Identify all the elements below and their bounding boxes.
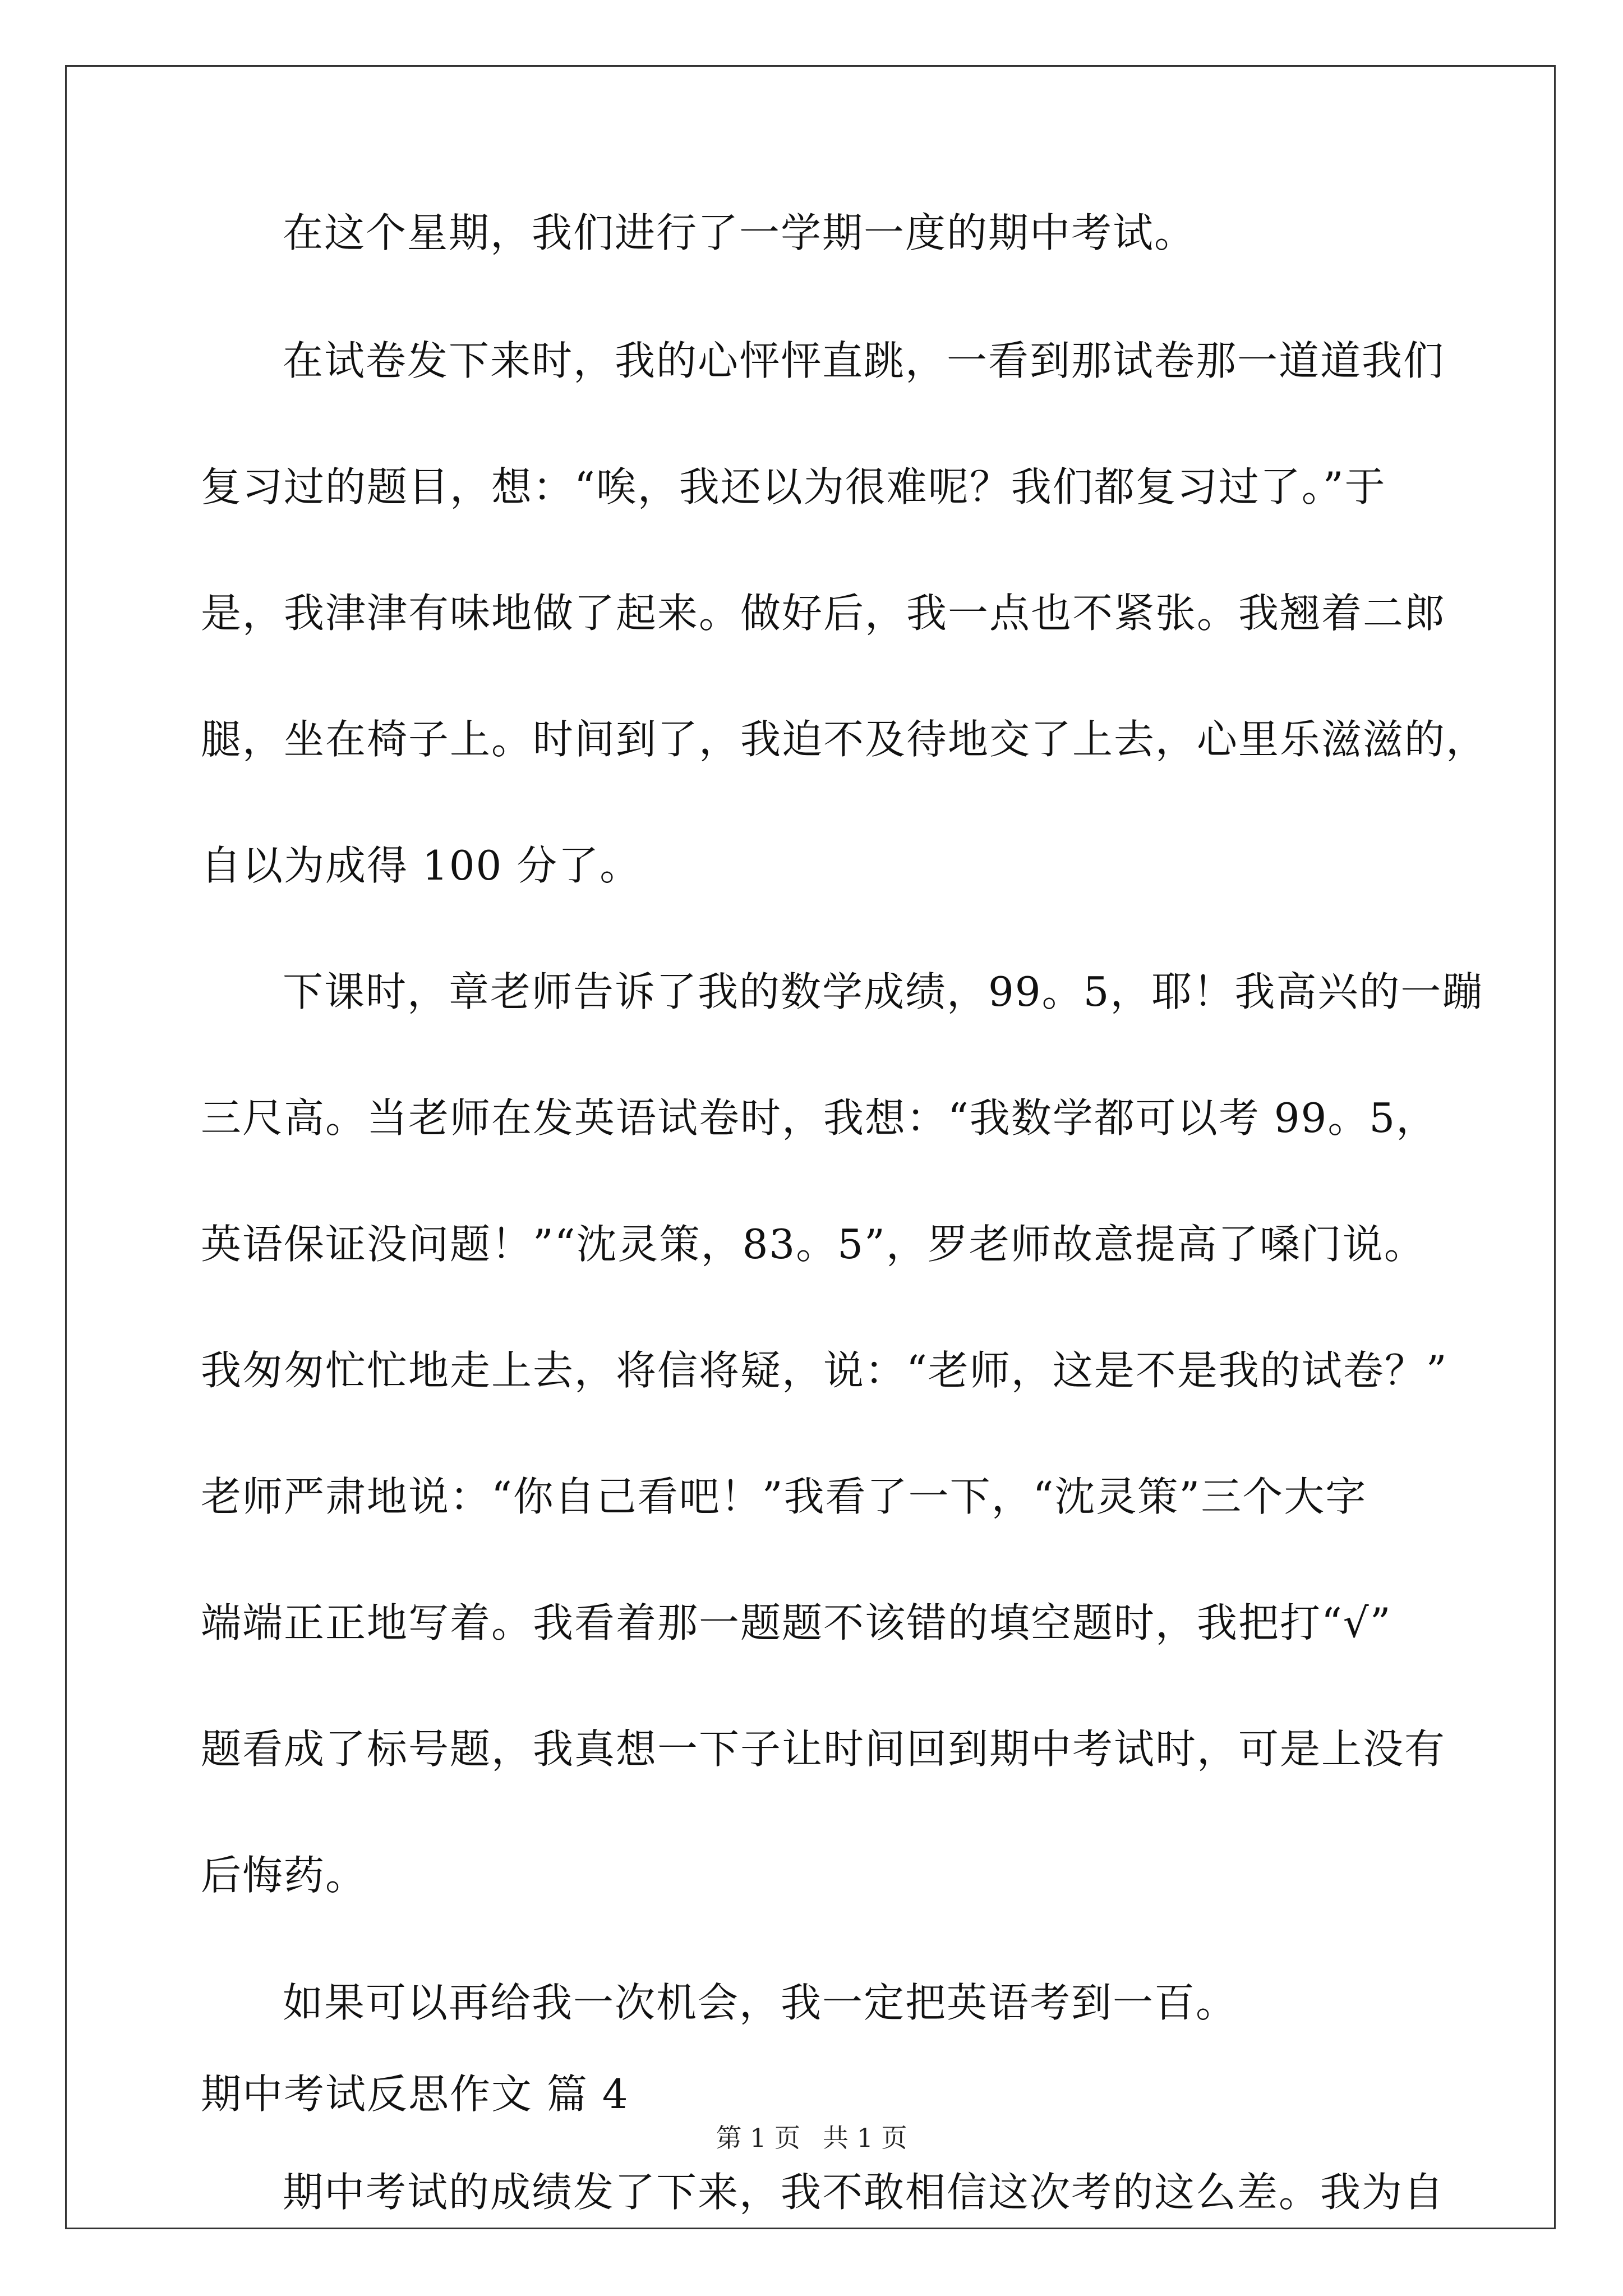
paragraph-2-line-4: 腿，坐在椅子上。时间到了，我迫不及待地交了上去，心里乐滋滋的， bbox=[201, 716, 1488, 763]
paragraph-3-line-2: 三尺高。当老师在发英语试卷时，我想：“我数学都可以考 99。5， bbox=[201, 1094, 1438, 1142]
paragraph-2-line-3: 是，我津津有味地做了起来。做好后，我一点也不紧张。我翘着二郎 bbox=[201, 590, 1446, 637]
paragraph-3-line-6: 端端正正地写着。我看着那一题题不该错的填空题时，我把打“√” bbox=[201, 1599, 1392, 1646]
paragraph-3-line-8: 后悔药。 bbox=[201, 1852, 367, 1899]
paragraph-3-line-3: 英语保证没问题！”“沈灵策，83。5”，罗老师故意提高了嗓门说。 bbox=[201, 1221, 1426, 1268]
paragraph-4-line-1: 如果可以再给我一次机会，我一定把英语考到一百。 bbox=[283, 1979, 1238, 2026]
page-footer bbox=[0, 2122, 1623, 2154]
paragraph-2-line-5: 自以为成得 100 分了。 bbox=[201, 842, 642, 889]
paragraph-3-line-1: 下课时，章老师告诉了我的数学成绩，99。5，耶！我高兴的一蹦 bbox=[283, 968, 1484, 1015]
paragraph-5-line-1: 期中考试的成绩发了下来，我不敢相信这次考的这么差。我为自 bbox=[283, 2169, 1445, 2216]
page-number-current: 第 1 页 bbox=[716, 2123, 800, 2153]
paragraph-3-line-4: 我匆匆忙忙地走上去，将信将疑，说：“老师，这是不是我的试卷？” bbox=[201, 1347, 1448, 1394]
paragraph-3-line-5: 老师严肃地说：“你自己看吧！”我看了一下，“沈灵策”三个大字 bbox=[201, 1473, 1367, 1520]
paragraph-1-line-1: 在这个星期，我们进行了一学期一度的期中考试。 bbox=[283, 209, 1196, 256]
paragraph-2-line-1: 在试卷发下来时，我的心怦怦直跳，一看到那试卷那一道道我们 bbox=[283, 337, 1445, 384]
page-border bbox=[65, 65, 1556, 2229]
paragraph-2-line-2: 复习过的题目，想：“唉，我还以为很难呢？我们都复习过了。”于 bbox=[201, 463, 1386, 510]
paragraph-3-line-7: 题看成了标号题，我真想一下子让时间回到期中考试时，可是上没有 bbox=[201, 1726, 1446, 1773]
section-heading: 期中考试反思作文 篇 4 bbox=[201, 2070, 629, 2118]
page-number-total: 共 1 页 bbox=[823, 2123, 907, 2153]
